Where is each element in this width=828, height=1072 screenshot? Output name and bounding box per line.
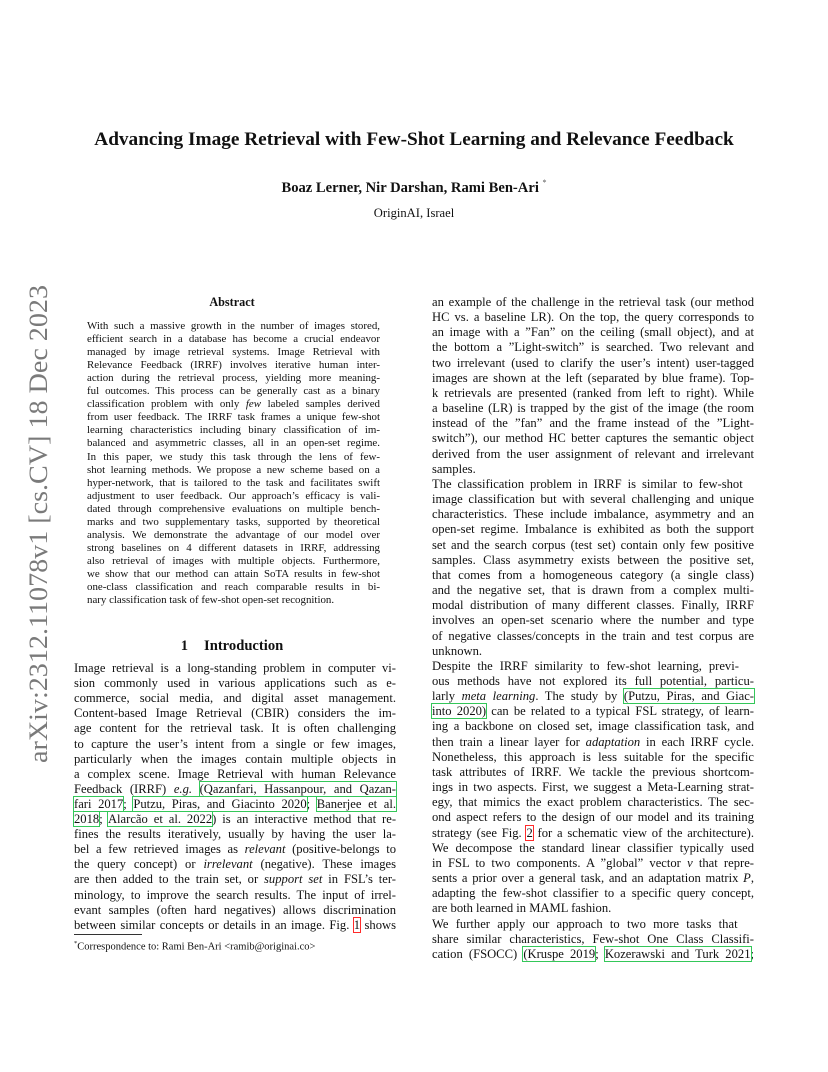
text-line: one-class classification and reach comparable results in bi- xyxy=(87,581,380,593)
text-line: fari 2017; Putzu, Piras, and Giacinto 2020; Banerjee et al. xyxy=(74,796,396,811)
figure-ref-link[interactable]: 2 xyxy=(526,825,533,840)
correspondence-mark: * xyxy=(542,178,547,187)
text-line: ful outcomes. This process can be generally cast as a binary xyxy=(87,385,380,398)
emphasis: e.g. xyxy=(173,781,193,796)
citation-link[interactable]: Putzu, Piras, and Giacinto 2020 xyxy=(133,796,307,811)
emphasis: few xyxy=(245,398,261,411)
text-line: HC vs. a baseline LR). On the top, the query corresponds to xyxy=(432,310,754,325)
footnote-rule xyxy=(74,934,142,935)
text-line: image classification but with several challenging and unique xyxy=(432,492,754,507)
text-line: a baseline (LR) is trapped by the gist of the image (the room xyxy=(432,401,754,416)
text-line: the query concept) or irrelevant (negative). These images xyxy=(74,857,396,872)
citation-link[interactable]: Alarcão et al. 2022 xyxy=(107,812,213,826)
citation-link[interactable]: (Kruspe 2019 xyxy=(523,946,596,961)
emphasis: irrelevant xyxy=(203,857,253,872)
text-line: dated through comprehensive evaluations on multiple bench- xyxy=(87,502,380,515)
text-line: sion commonly used in various applications such as e- xyxy=(74,676,396,691)
text-line: managed by image retrieval systems. Image Retrieval with xyxy=(87,346,380,359)
paper-title: Advancing Image Retrieval with Few-Shot Learning and Relevance Feedback xyxy=(94,129,734,150)
text-line: derived from the user assignment of relevant and irrelevant xyxy=(432,446,754,461)
text-line: task attributes of IRRF. We tackle the previous shortcom- xyxy=(432,764,754,779)
text-line: switch”), our method HC better captures the semantic object xyxy=(432,431,754,446)
text-line: The classification problem in IRRF is similar to few-shot xyxy=(432,476,743,491)
text-line: fines the results iteratively, usually by having the user la- xyxy=(74,827,396,842)
text-line: into 2020) can be related to a typical FSL strategy, of learn- xyxy=(432,704,754,719)
emphasis: support set xyxy=(264,872,323,887)
text-line: With such a massive growth in the number of images stored, xyxy=(87,320,380,332)
arxiv-identifier xyxy=(22,283,54,763)
text-line: commerce, social media, and digital asset management. xyxy=(74,691,396,706)
text-line: samples. Class asymmetry exists between the positive set, xyxy=(432,552,754,567)
text-line: strong baselines on 4 different datasets in IRRF, addressing xyxy=(87,541,380,554)
text-line: Relevance Feedback (IRRF) involves iterative human inter- xyxy=(87,359,380,372)
text-line: nary classification task of few-shot open-set recognition. xyxy=(87,594,335,607)
text-line: characteristics. These include imbalance, asymmetry and an xyxy=(432,507,754,522)
text-line: that comes from a homogeneous category (a single class) xyxy=(432,567,754,582)
text-line: bel a few retrieved images as relevant (positive-belongs to xyxy=(74,842,396,857)
text-line: and the negative set, that is drawn from a complex multi- xyxy=(432,583,754,598)
citation-link[interactable]: Banerjee et al. xyxy=(316,796,396,811)
text-line: action during the retrieval process, yielding more meaning- xyxy=(87,372,380,385)
footnote xyxy=(74,940,315,953)
text-line: a complex scene. Image Retrieval with human Relevance xyxy=(74,766,396,781)
text-line: open-set regime. Imbalance is exhibited as both the support xyxy=(432,522,754,537)
text-line: Content-based Image Retrieval (CBIR) considers the im- xyxy=(74,706,396,721)
text-line: also retrieval of images with multiple objects. Furthermore, xyxy=(87,554,380,567)
section-heading xyxy=(74,638,390,655)
text-line: an image with a ”Fan” on the ceiling (small object), and at xyxy=(432,325,754,340)
text-line: We further apply our approach to two more tasks that xyxy=(432,916,738,931)
text-line: samples. xyxy=(432,461,476,476)
text-line: larly meta learning. The study by (Putzu, Piras, and Giac- xyxy=(432,689,755,704)
text-line: then train a linear layer for adaptation in each IRRF cycle. xyxy=(432,734,754,749)
emphasis: relevant xyxy=(244,842,286,857)
footnote-text: Correspondence to: Rami Ben-Ari <ramib@originai.co> xyxy=(77,941,316,953)
text-line: learning characteristics including binary classification of im- xyxy=(87,424,380,437)
text-line: Nonetheless, this approach is less suitable for the specific xyxy=(432,749,754,764)
text-line: adjustment to user feedback. Our approach’s efficacy is vali- xyxy=(87,489,380,502)
text-line: involves an open-set scenario where the number and type xyxy=(432,613,754,628)
text-line: between similar concepts or details in an image. Fig. 1 shows xyxy=(74,917,396,932)
citation-link[interactable]: 2018 xyxy=(74,812,100,826)
text-line: age content for the retrieval task. It is often challenging xyxy=(74,721,396,736)
text-line: to capture the user’s intent from a single or few images, xyxy=(74,736,396,751)
text-line: sents a prior over a general task, and an adaptation matrix P, xyxy=(432,871,754,886)
text-line: strategy (see Fig. 2 for a schematic view of the architecture). xyxy=(432,825,754,840)
text-line: set and the search corpus (test set) contain only few positive xyxy=(432,537,754,552)
text-line: two irrelevant (used to clarify the user’s intent) user-tagged xyxy=(432,355,754,370)
text-line: ous methods have not explored its full potential, particu- xyxy=(432,674,754,688)
emphasis: P xyxy=(743,871,751,886)
emphasis: adaptation xyxy=(585,734,641,749)
text-line: share similar characteristics, Few-shot One Class Classifi- xyxy=(432,931,754,946)
figure-ref-link[interactable]: 1 xyxy=(353,917,361,932)
section-title: Introduction xyxy=(204,638,284,654)
text-line: We decompose the standard linear classifier typically used xyxy=(432,840,754,855)
text-line: instead of the ”fan” and the frame instead of the ”Light- xyxy=(432,416,754,431)
text-line: k retrievals are presented (ranked from left to right). While xyxy=(432,385,754,400)
emphasis: meta learning xyxy=(461,689,536,704)
footnote-mark: * xyxy=(74,940,78,947)
text-line: are then added to the train set, or support set in FSL’s ter- xyxy=(74,872,396,887)
text-line: of negative classes/concepts in the train and test corpus are xyxy=(432,628,754,643)
citation-link[interactable]: into 2020) xyxy=(432,704,487,719)
section-number: 1 xyxy=(180,638,189,654)
text-line: analysis. We demonstrate the advantage of our model over xyxy=(87,528,380,541)
citation-link[interactable]: (Putzu, Piras, and Giac- xyxy=(623,689,755,704)
arxiv-identifier-text: arXiv:2312.11078v1 [cs.CV] 18 Dec 2023 xyxy=(23,312,53,763)
text-line: unknown. xyxy=(432,643,483,658)
text-line: classification problem with only few labeled samples derived xyxy=(87,398,380,411)
text-line: in FSL to two components. A ”global” vector v that repre- xyxy=(432,855,754,870)
text-line: from user feedback. The IRRF task frames a unique few-shot xyxy=(87,411,380,424)
text-line: adapting the few-shot classifier to a specific query concept, xyxy=(432,886,754,901)
text-line: minology, to improve the search results. The input of irrel- xyxy=(74,887,396,902)
text-line: balanced and asymmetric classes, all in an open-set regime. xyxy=(87,437,380,450)
text-line: ond aspect refers to the design of our model and its training xyxy=(432,810,754,825)
text-line: evant samples (often hard negatives) allows discrimination xyxy=(74,902,396,917)
text-line: shot learning methods. We propose a new scheme based on a xyxy=(87,463,380,476)
text-line: we show that our method can attain SoTA results in few-shot xyxy=(87,567,380,580)
text-line: an example of the challenge in the retrieval task (our method xyxy=(432,295,754,309)
text-line: Despite the IRRF similarity to few-shot learning, previ- xyxy=(432,658,739,673)
text-line: are both learned in MAML fashion. xyxy=(432,901,612,916)
text-line: particularly when the images contain multiple objects in xyxy=(74,751,396,766)
emphasis: v xyxy=(687,855,693,870)
text-line: Image retrieval is a long-standing problem in computer vi- xyxy=(74,661,396,675)
text-line: ings in two aspects. First, we suggest a Meta-Learning strat- xyxy=(432,780,754,795)
text-line: the bottom a ”Light-switch” is searched. Two relevant and xyxy=(432,340,754,355)
author-names: Boaz Lerner, Nir Darshan, Rami Ben-Ari xyxy=(281,180,539,196)
text-line: 2018; Alarcão et al. 2022) is an interactive method that re- xyxy=(74,812,397,826)
citation-link[interactable]: fari 2017 xyxy=(74,796,124,811)
text-line: Feedback (IRRF) e.g. (Qazanfari, Hassanpour, and Qazan- xyxy=(74,781,396,796)
text-line: In this paper, we study this task through the lens of few- xyxy=(87,450,380,463)
author-list xyxy=(60,178,768,197)
text-line: images are shown at the left (separated by blue frame). Top- xyxy=(432,370,754,385)
text-line: ing a backbone on closed set, image classification task, and xyxy=(432,719,754,734)
text-line: marks and two supplementary tasks, supported by theoretical xyxy=(87,515,380,528)
text-line: egy, that mimics the exact problem characteristics. The sec- xyxy=(432,795,754,810)
text-line: modal distribution of many different classes. Finally, IRRF xyxy=(432,598,754,613)
citation-link[interactable]: Kozerawski and Turk 2021 xyxy=(604,946,751,961)
citation-link[interactable]: (Qazanfari, Hassanpour, and Qazan- xyxy=(199,781,396,796)
text-line: cation (FSOCC) (Kruspe 2019; Kozerawski and Turk 2021; xyxy=(432,946,754,961)
text-line: hyper-network, that is tailored to the task and facilitates swift xyxy=(87,476,380,489)
abstract-heading: Abstract xyxy=(209,295,255,309)
text-line: efficient search in a database has become a crucial endeavor xyxy=(87,333,380,346)
affiliation: OriginAI, Israel xyxy=(373,206,455,220)
